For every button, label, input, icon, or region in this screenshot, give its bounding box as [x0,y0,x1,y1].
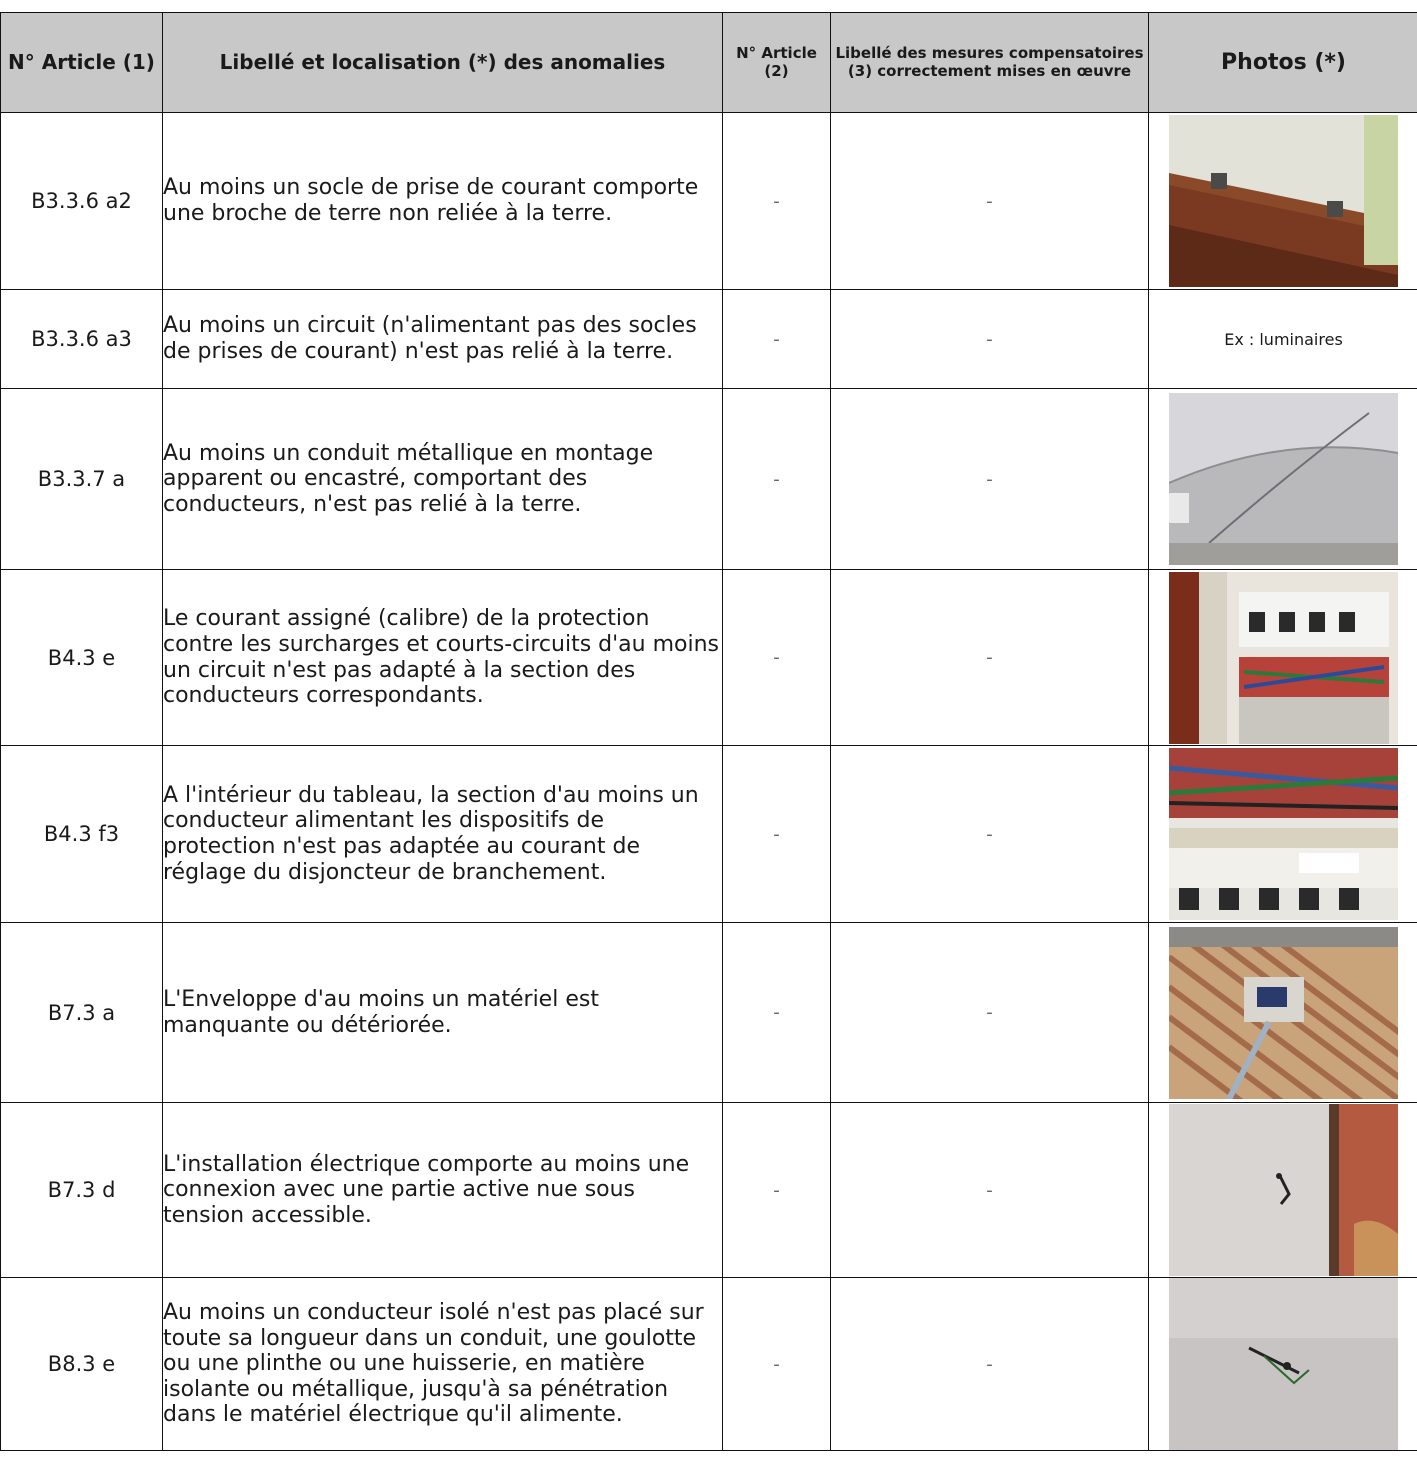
photo-cell [1149,1278,1417,1451]
photo-cell [1149,113,1417,290]
article-2-cell: - [723,1103,831,1278]
article-1-cell: B3.3.7 a [1,389,163,570]
photo-cell: Ex : luminaires [1149,290,1417,389]
mesures-cell: - [831,113,1149,290]
anomalies-table [0,12,1417,1451]
article-2-cell: - [723,746,831,923]
article-1-cell: B7.3 a [1,923,163,1103]
junction-box-photo [1169,927,1398,1099]
article-1-cell: B7.3 d [1,1103,163,1278]
article-2-cell: - [723,923,831,1103]
libelle-cell: Au moins un socle de prise de courant comporte une broche de terre non reliée à la terre. [163,113,723,290]
table-row [1,746,1417,923]
header-photos: Photos (*) [1149,13,1417,113]
mesures-cell: - [831,570,1149,746]
table-row [1,290,1417,389]
mesures-cell: - [831,746,1149,923]
libelle-cell: Au moins un circuit (n'alimentant pas des socles de prises de courant) n'est pas relié à la terre. [163,290,723,389]
article-1-cell: B3.3.6 a2 [1,113,163,290]
article-1-cell: B3.3.6 a3 [1,290,163,389]
loose-wires-photo [1169,1278,1398,1450]
libelle-cell: Le courant assigné (calibre) de la protection contre les surcharges et courts-circuits d'au moins un circuit n'est pas adapté à la section des conducteurs correspondants. [163,570,723,746]
mesures-cell: - [831,923,1149,1103]
libelle-cell: Au moins un conducteur isolé n'est pas placé sur toute sa longueur dans un conduit, une goulotte ou une plinthe ou une huisserie, en matière isolante ou métallique, jusqu'à sa pénétration dans le matériel électrique qu'il alimente. [163,1278,723,1451]
article-1-cell: B4.3 f3 [1,746,163,923]
article-2-cell: - [723,290,831,389]
photo-cell [1149,746,1417,923]
mesures-cell: - [831,1103,1149,1278]
header-article-2: N° Article (2) [723,13,831,113]
mesures-cell: - [831,1278,1149,1451]
table-row [1,389,1417,570]
ceiling-conduit-photo [1169,393,1398,565]
mesures-cell: - [831,389,1149,570]
panel-wiring-photo [1169,748,1398,920]
article-2-cell: - [723,570,831,746]
article-2-cell: - [723,389,831,570]
table-row [1,923,1417,1103]
article-1-cell: B4.3 e [1,570,163,746]
photo-cell [1149,389,1417,570]
libelle-cell: L'installation électrique comporte au moins une connexion avec une partie active nue sous tension accessible. [163,1103,723,1278]
mesures-cell: - [831,290,1149,389]
header-libelle: Libellé et localisation (*) des anomalies [163,13,723,113]
photo-cell [1149,923,1417,1103]
libelle-cell: Au moins un conduit métallique en montage apparent ou encastré, comportant des conducteurs, n'est pas relié à la terre. [163,389,723,570]
table-row [1,1103,1417,1278]
breaker-panel-photo [1169,572,1398,744]
libelle-cell: L'Enveloppe d'au moins un matériel est manquante ou détériorée. [163,923,723,1103]
photo-cell [1149,570,1417,746]
header-article-1: N° Article (1) [1,13,163,113]
header-mesures: Libellé des mesures compensatoires (3) correctement mises en œuvre [831,13,1149,113]
article-2-cell: - [723,1278,831,1451]
bare-wire-photo [1169,1104,1398,1276]
table-row [1,570,1417,746]
header-row [1,13,1417,113]
wall-sockets-photo [1169,115,1398,287]
libelle-cell: A l'intérieur du tableau, la section d'au moins un conducteur alimentant les dispositifs de protection n'est pas adaptée au courant de réglage du disjoncteur de branchement. [163,746,723,923]
article-2-cell: - [723,113,831,290]
article-1-cell: B8.3 e [1,1278,163,1451]
photo-cell [1149,1103,1417,1278]
table-row [1,1278,1417,1451]
table-row [1,113,1417,290]
